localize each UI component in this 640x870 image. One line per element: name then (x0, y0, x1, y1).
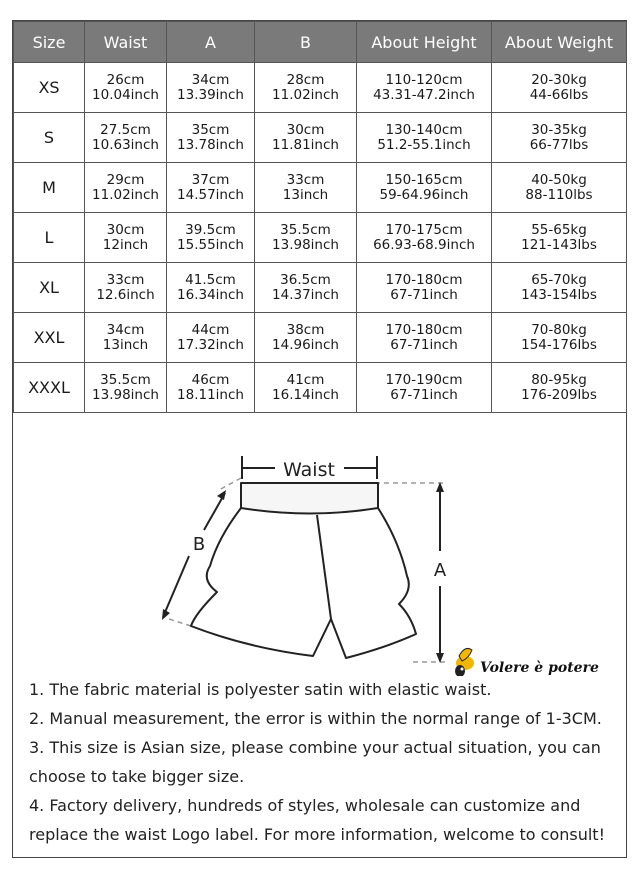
header-waist: Waist (85, 22, 167, 63)
waist-dimension (242, 456, 377, 481)
weight-cell (492, 313, 627, 363)
imperial-value: 11.02inch (92, 186, 159, 203)
metric-value: 26cm (106, 71, 145, 88)
metric-value: 33cm (106, 271, 145, 288)
waist-cell (85, 263, 167, 313)
metric-value: 30cm (106, 221, 145, 238)
imperial-value: 44-66lbs (529, 86, 589, 103)
notes-section (29, 675, 624, 849)
imperial-value: 16.34inch (177, 286, 244, 303)
b-cell (255, 163, 357, 213)
imperial-value: 11.02inch (272, 86, 339, 103)
imperial-value: 121-143lbs (521, 236, 597, 253)
imperial-value: 143-154lbs (521, 286, 597, 303)
metric-value: 170-180cm (385, 271, 463, 288)
weight-cell (492, 113, 627, 163)
table-body (14, 63, 627, 413)
imperial-value: 15.55inch (177, 236, 244, 253)
brand-logo (455, 648, 599, 676)
header-b: B (255, 22, 357, 63)
a-cell (167, 63, 255, 113)
imperial-value: 13.39inch (177, 86, 244, 103)
imperial-value: 51.2-55.1inch (377, 136, 471, 153)
metric-value: 44cm (191, 321, 230, 338)
metric-value: 27.5cm (100, 121, 151, 138)
imperial-value: 11.81inch (272, 136, 339, 153)
imperial-value: 14.96inch (272, 336, 339, 353)
table-row (14, 213, 627, 263)
a-cell (167, 163, 255, 213)
table-row (14, 63, 627, 113)
imperial-value: 176-209lbs (521, 386, 597, 403)
a-cell (167, 313, 255, 363)
metric-value: 34cm (191, 71, 230, 88)
a-label: A (433, 560, 447, 581)
waist-label: Waist (283, 459, 335, 481)
table-row (14, 113, 627, 163)
imperial-value: 88-110lbs (525, 186, 593, 203)
waist-cell (85, 163, 167, 213)
a-cell (167, 263, 255, 313)
imperial-value: 10.04inch (92, 86, 159, 103)
imperial-value: 59-64.96inch (379, 186, 469, 203)
weight-cell (492, 213, 627, 263)
imperial-value: 17.32inch (177, 336, 244, 353)
size-cell: XS (14, 63, 85, 113)
imperial-value: 154-176lbs (521, 336, 597, 353)
metric-value: 70-80kg (531, 321, 587, 338)
waist-cell (85, 63, 167, 113)
imperial-value: 10.63inch (92, 136, 159, 153)
table-header-row (14, 22, 627, 63)
height-cell (357, 213, 492, 263)
metric-value: 36.5cm (280, 271, 331, 288)
metric-value: 110-120cm (385, 71, 463, 88)
height-cell (357, 263, 492, 313)
metric-value: 30cm (286, 121, 325, 138)
note-item: 1. The fabric material is polyester satin with elastic waist. (29, 680, 492, 699)
imperial-value: 66.93-68.9inch (373, 236, 475, 253)
table-row (14, 313, 627, 363)
metric-value: 35.5cm (100, 371, 151, 388)
note-item: 4. Factory delivery, hundreds of styles, wholesale can customize and replace the waist Logo label. For more information, welcome to consult! (29, 796, 605, 844)
metric-value: 39.5cm (185, 221, 236, 238)
size-cell: M (14, 163, 85, 213)
waist-cell (85, 313, 167, 363)
metric-value: 35.5cm (280, 221, 331, 238)
metric-value: 30-35kg (531, 121, 587, 138)
imperial-value: 14.57inch (177, 186, 244, 203)
imperial-value: 66-77lbs (529, 136, 589, 153)
b-cell (255, 113, 357, 163)
size-cell: XXL (14, 313, 85, 363)
metric-value: 46cm (191, 371, 230, 388)
note-item: 3. This size is Asian size, please combine your actual situation, you can choose to take bigger size. (29, 738, 601, 786)
metric-value: 170-190cm (385, 371, 463, 388)
metric-value: 41.5cm (185, 271, 236, 288)
metric-value: 55-65kg (531, 221, 587, 238)
imperial-value: 13inch (282, 186, 329, 203)
weight-cell (492, 363, 627, 413)
b-cell (255, 63, 357, 113)
imperial-value: 67-71inch (390, 386, 458, 403)
metric-value: 34cm (106, 321, 145, 338)
header-size: Size (14, 22, 85, 63)
table-row (14, 263, 627, 313)
waist-cell (85, 213, 167, 263)
height-cell (357, 163, 492, 213)
b-cell (255, 363, 357, 413)
header-weight: About Weight (492, 22, 627, 63)
metric-value: 29cm (106, 171, 145, 188)
a-cell (167, 213, 255, 263)
imperial-value: 13.98inch (92, 386, 159, 403)
header-height: About Height (357, 22, 492, 63)
metric-value: 170-175cm (385, 221, 463, 238)
size-cell: S (14, 113, 85, 163)
weight-cell (492, 263, 627, 313)
metric-value: 37cm (191, 171, 230, 188)
metric-value: 28cm (286, 71, 325, 88)
imperial-value: 67-71inch (390, 286, 458, 303)
metric-value: 65-70kg (531, 271, 587, 288)
waist-cell (85, 113, 167, 163)
imperial-value: 14.37inch (272, 286, 339, 303)
shorts-diagram (13, 426, 626, 676)
size-table (13, 21, 627, 413)
height-cell (357, 63, 492, 113)
b-cell (255, 263, 357, 313)
table-row (14, 363, 627, 413)
metric-value: 130-140cm (385, 121, 463, 138)
header-a: A (167, 22, 255, 63)
table-row (14, 163, 627, 213)
imperial-value: 12.6inch (96, 286, 155, 303)
metric-value: 150-165cm (385, 171, 463, 188)
metric-value: 33cm (286, 171, 325, 188)
note-item: 2. Manual measurement, the error is within the normal range of 1-3CM. (29, 709, 602, 728)
b-cell (255, 313, 357, 363)
b-dimension (162, 478, 241, 626)
height-cell (357, 113, 492, 163)
height-cell (357, 363, 492, 413)
size-chart-frame (12, 20, 627, 858)
metric-value: 170-180cm (385, 321, 463, 338)
weight-cell (492, 63, 627, 113)
imperial-value: 12inch (102, 236, 149, 253)
b-cell (255, 213, 357, 263)
weight-cell (492, 163, 627, 213)
imperial-value: 16.14inch (272, 386, 339, 403)
height-cell (357, 313, 492, 363)
metric-value: 20-30kg (531, 71, 587, 88)
metric-value: 41cm (286, 371, 325, 388)
imperial-value: 43.31-47.2inch (373, 86, 475, 103)
metric-value: 35cm (191, 121, 230, 138)
size-cell: XXXL (14, 363, 85, 413)
imperial-value: 13.98inch (272, 236, 339, 253)
waist-cell (85, 363, 167, 413)
imperial-value: 13inch (102, 336, 149, 353)
bee-logo-icon (455, 648, 474, 676)
imperial-value: 67-71inch (390, 336, 458, 353)
size-cell: L (14, 213, 85, 263)
a-cell (167, 113, 255, 163)
brand-logo-text: Volere è potere (480, 660, 599, 676)
size-cell: XL (14, 263, 85, 313)
b-label: B (192, 534, 206, 555)
metric-value: 40-50kg (531, 171, 587, 188)
imperial-value: 13.78inch (177, 136, 244, 153)
imperial-value: 18.11inch (177, 386, 244, 403)
metric-value: 80-95kg (531, 371, 587, 388)
a-cell (167, 363, 255, 413)
metric-value: 38cm (286, 321, 325, 338)
shorts-outline-icon (191, 483, 416, 658)
